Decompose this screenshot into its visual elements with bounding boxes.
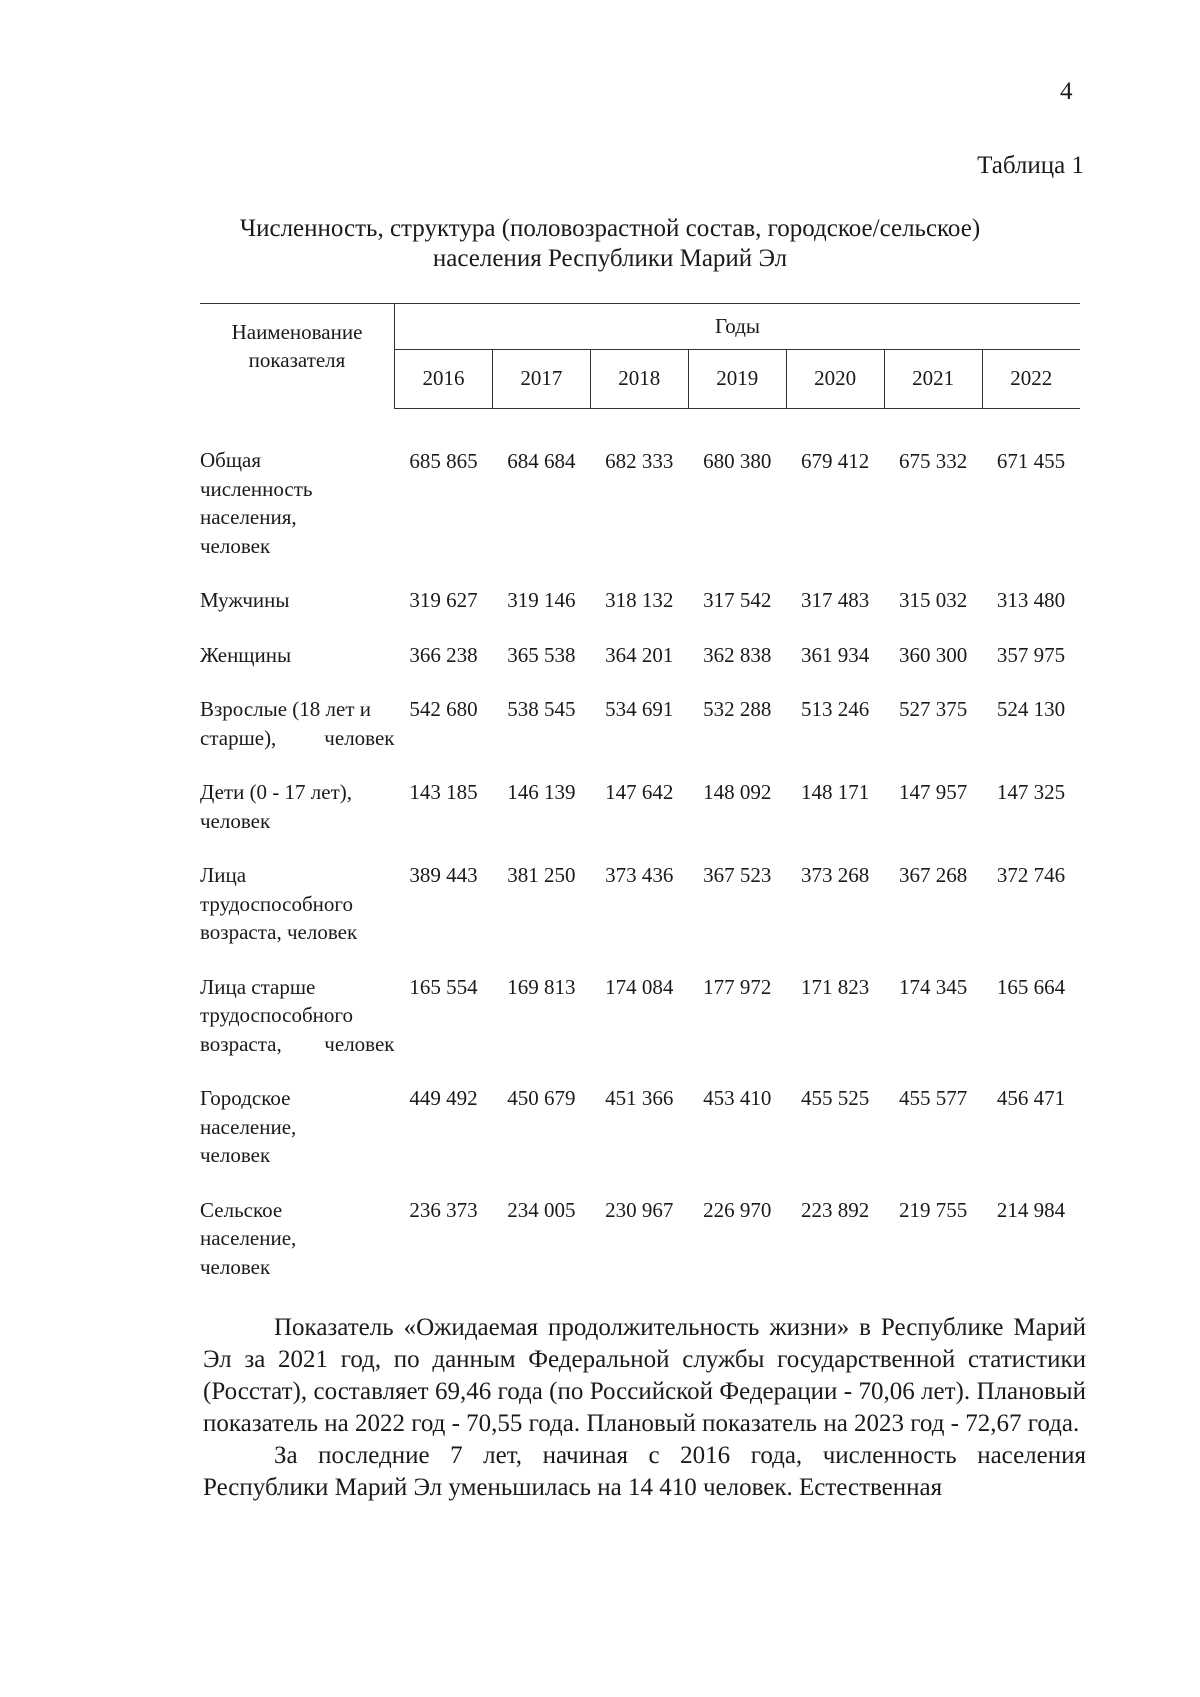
table-row	[200, 560, 1080, 615]
cell-value: 455 577	[898, 1086, 968, 1110]
cell-value: 362 838	[703, 642, 772, 667]
paragraph: За последние 7 лет, начиная с 2016 года, численность населения Республики Марий Эл уменьшилась на 14 410 человек. Естественная	[203, 1442, 1086, 1501]
cell-value: 682 333	[605, 448, 674, 473]
cell-value: 534 691	[605, 697, 674, 721]
year-header: 2019	[688, 349, 786, 408]
cell-value: 214 984	[996, 1197, 1066, 1222]
page-number: 4	[1060, 78, 1073, 105]
cell-value: 366 238	[409, 642, 478, 667]
cell-value: 367 523	[703, 863, 772, 887]
cell-value: 236 373	[409, 1197, 478, 1222]
cell-value: 373 268	[801, 863, 870, 887]
cell-value: 317 483	[801, 588, 870, 612]
cell-value: 319 627	[409, 588, 478, 612]
cell-value: 455 525	[801, 1086, 870, 1110]
table-row	[200, 947, 1080, 1059]
row-label: Городское население, человек	[200, 1086, 297, 1167]
table-row	[200, 1170, 1080, 1282]
row-label: Мужчины	[200, 588, 290, 612]
row-label: Лица трудоспособного возраста, человек	[200, 863, 358, 944]
cell-value: 532 288	[703, 697, 772, 721]
cell-value: 147 642	[605, 780, 674, 804]
row-label: Общая численность населения, человек	[200, 448, 313, 558]
cell-value: 679 412	[801, 448, 870, 473]
row-label: Дети (0 - 17 лет), человек	[200, 780, 353, 833]
cell-value: 513 246	[801, 697, 870, 721]
cell-value: 360 300	[898, 642, 968, 667]
table-row	[200, 752, 1080, 835]
cell-value: 147 325	[996, 780, 1066, 804]
cell-value: 372 746	[996, 863, 1066, 887]
paragraph: Показатель «Ожидаемая продолжительность жизни» в Республике Марий Эл за 2021 год, по данным Федеральной службы государственной статистики (Росстат), составляет 69,46 года (по Российской Федерации - 70,06 лет). Плановый показатель на 2022 год - 70,55 года. Плановый показатель на 2023 год - 72,67 года.	[203, 1314, 1086, 1437]
table-title	[180, 214, 1040, 274]
year-header: 2018	[590, 349, 688, 408]
cell-value: 169 813	[507, 974, 576, 999]
cell-value: 148 092	[703, 780, 772, 804]
table-row	[200, 408, 1080, 560]
cell-value: 389 443	[409, 863, 478, 887]
table-row	[200, 835, 1080, 947]
cell-value: 315 032	[898, 588, 968, 612]
year-header: 2022	[982, 349, 1080, 408]
cell-value: 361 934	[801, 642, 870, 667]
cell-value: 456 471	[996, 1086, 1066, 1110]
cell-value: 450 679	[507, 1086, 576, 1110]
cell-value: 685 865	[409, 448, 478, 473]
cell-value: 318 132	[605, 588, 674, 612]
table-label: Таблица 1	[977, 152, 1084, 179]
cell-value: 538 545	[507, 697, 576, 721]
cell-value: 165 664	[996, 974, 1066, 999]
row-label: Женщины	[200, 642, 292, 667]
cell-value: 317 542	[703, 588, 772, 612]
cell-value: 524 130	[996, 697, 1066, 721]
cell-value: 177 972	[703, 974, 772, 999]
cell-value: 364 201	[605, 642, 674, 667]
cell-value: 451 366	[605, 1086, 674, 1110]
year-header: 2016	[395, 349, 493, 408]
row-label: Взрослые (18 лет и старше), человек	[200, 697, 395, 750]
table-row	[200, 615, 1080, 670]
cell-value: 684 684	[507, 448, 576, 473]
year-header: 2021	[884, 349, 982, 408]
cell-value: 680 380	[703, 448, 772, 473]
cell-value: 219 755	[898, 1197, 968, 1222]
body-text	[203, 1312, 1086, 1504]
years-header: Годы	[395, 304, 1081, 350]
year-header: 2017	[492, 349, 590, 408]
cell-value: 542 680	[409, 697, 478, 721]
cell-value: 174 084	[605, 974, 674, 999]
name-column-header: Наименование показателя	[200, 304, 395, 409]
cell-value: 449 492	[409, 1086, 478, 1110]
cell-value: 319 146	[507, 588, 576, 612]
cell-value: 357 975	[996, 642, 1066, 667]
table-title-line-1: Численность, структура (половозрастной состав, городское/сельское)	[239, 215, 981, 242]
cell-value: 147 957	[898, 780, 968, 804]
row-label: Сельское население, человек	[200, 1197, 297, 1279]
cell-value: 381 250	[507, 863, 576, 887]
table-row	[200, 669, 1080, 752]
cell-value: 675 332	[898, 448, 968, 473]
table-row	[200, 1058, 1080, 1170]
cell-value: 313 480	[996, 588, 1066, 612]
cell-value: 230 967	[605, 1197, 674, 1222]
cell-value: 367 268	[898, 863, 968, 887]
cell-value: 365 538	[507, 642, 576, 667]
cell-value: 171 823	[801, 974, 870, 999]
table-title-line-2: населения Республики Марий Эл	[432, 245, 788, 272]
cell-value: 148 171	[801, 780, 870, 804]
cell-value: 143 185	[409, 780, 478, 804]
year-header: 2020	[786, 349, 884, 408]
cell-value: 165 554	[409, 974, 478, 999]
cell-value: 453 410	[703, 1086, 772, 1110]
cell-value: 223 892	[801, 1197, 870, 1222]
cell-value: 234 005	[507, 1197, 576, 1222]
cell-value: 146 139	[507, 780, 576, 804]
cell-value: 527 375	[898, 697, 968, 721]
cell-value: 373 436	[605, 863, 674, 887]
cell-value: 174 345	[898, 974, 968, 999]
cell-value: 226 970	[703, 1197, 772, 1222]
cell-value: 671 455	[996, 448, 1066, 473]
population-table	[200, 303, 1080, 1281]
row-label: Лица старше трудоспособного возраста, человек	[200, 974, 395, 1056]
